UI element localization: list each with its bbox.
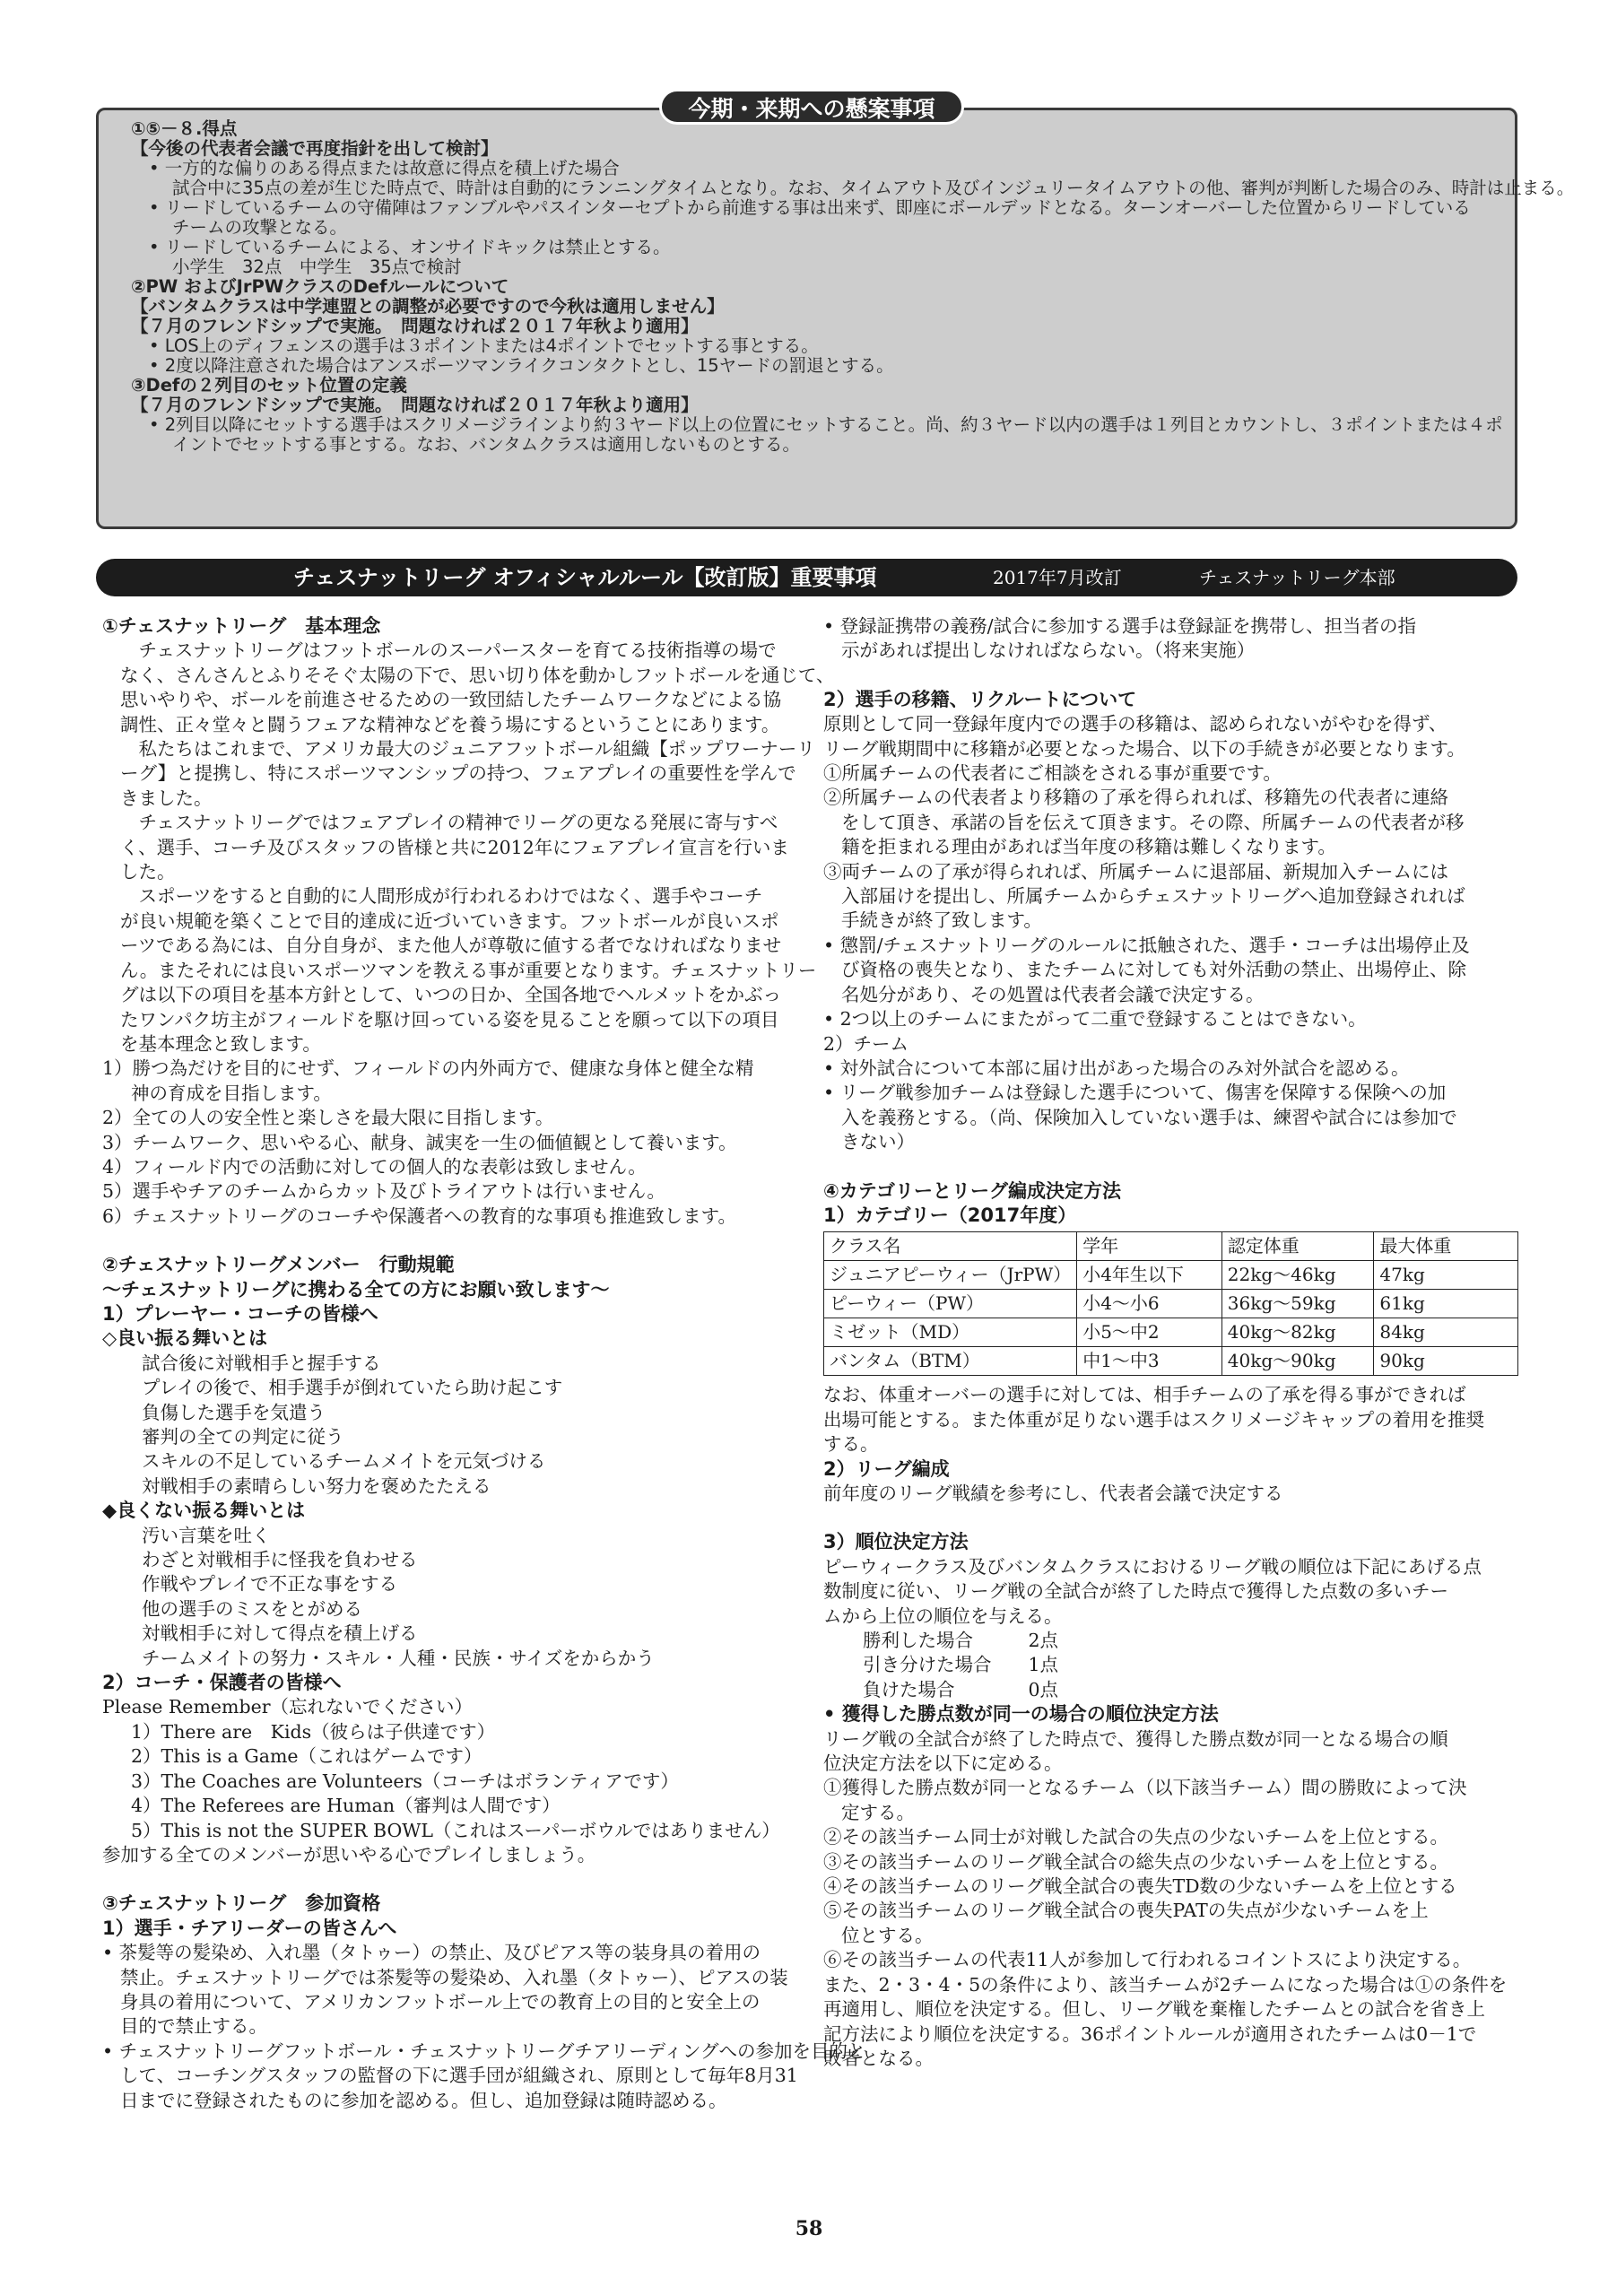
table-cell: 40kg～90kg [1221,1347,1374,1376]
text-line: 位決定方法を以下に定める。 [823,1752,1063,1775]
text-line: スキルの不足しているチームメイトを元気づける [142,1450,546,1473]
concerns-content [131,118,1575,455]
text-line: を基本理念と致します。 [120,1032,321,1055]
text-line: 名処分があり、その処置は代表者会議で決定する。 [841,983,1265,1005]
rules-title: チェスナットリーグ オフィシャルルール【改訂版】重要事項 [293,565,877,590]
text-line: 引き分けた場合 1点 [863,1654,1059,1676]
table-cell: 47kg [1374,1261,1518,1290]
table-header-row [824,1232,1518,1261]
table-cell: バンタム（BTM） [824,1347,1077,1376]
table-cell: ミゼット（MD） [824,1318,1077,1347]
concerns-box [96,108,1575,529]
category-table [823,1231,1518,1376]
text-line: 日までに登録されたものに参加を認める。但し、追加登録は随時認める。 [120,2089,727,2111]
text-line: ④カテゴリーとリーグ編成決定方法 [823,1179,1121,1202]
concern-line: • リードしているチームによる、オンサイドキックは禁止とする。 [149,237,671,257]
revision-date: 2017年7月改訂 [993,567,1122,588]
concern-line: • 2列目以降にセットする選手はスクリメージラインより約３ヤード以上の位置にセットすること。尚、約３ヤード以内の選手は１列目とカウントし、３ポイントまたは４ポ [149,414,1503,435]
text-line: 4）フィールド内での活動に対しての個人的な表彰は致しません。 [102,1155,647,1178]
table-cell: 40kg～82kg [1221,1318,1374,1347]
text-line: チームメイトの努力・スキル・人種・民族・サイズをからかう [142,1647,655,1669]
text-line: 1）There are Kids（彼らは子供達です） [131,1720,496,1743]
text-line: 2）リーグ編成 [823,1457,950,1480]
text-line: 対戦相手の素晴らしい努力を褒めたたえる [142,1474,491,1497]
concern-line: 小学生 32点 中学生 35点で検討 [172,257,462,277]
table-cell: 学年 [1077,1232,1222,1261]
table-row [824,1347,1518,1376]
table-cell: 小4～小6 [1077,1290,1222,1318]
text-line: 4）The Referees are Human（審判は人間です） [131,1795,561,1817]
text-line: する。 [823,1433,879,1456]
table-row [824,1261,1518,1290]
text-line [102,1867,811,1892]
text-line: 禁止。チェスナットリーグでは茶髪等の髪染め、入れ墨（タトゥー）、ピアスの装 [120,1966,788,1988]
text-line: なく、さんさんとふりそそぐ太陽の下で、思い切り体を動かしフットボールを通じて、 [120,664,835,686]
table-cell: ピーウィー（PW） [824,1290,1077,1318]
text-line: ①獲得した勝点数が同一となるチーム（以下該当チーム）間の勝敗によって決 [823,1777,1467,1799]
league-headquarters: チェスナットリーグ本部 [1199,567,1395,588]
text-line: 籍を拒まれる理由があれば当年度の移籍は難しくなります。 [841,836,1336,858]
text-line: 目的で禁止する。 [120,2015,267,2038]
text-line: 3）The Coaches are Volunteers（コーチはボランティアです） [131,1770,679,1792]
text-line: • 茶髪等の髪染め、入れ墨（タトゥー）の禁止、及びピアス等の装身具の着用の [102,1942,761,1964]
text-line: 出場可能とする。また体重が足りない選手はスクリメージキャップの着用を推奨 [823,1408,1485,1431]
text-line: ③その該当チームのリーグ戦全試合の総失点の少ないチームを上位とする。 [823,1850,1448,1873]
text-line: • 登録証携帯の義務/試合に参加する選手は登録証を携帯し、担当者の指 [823,615,1417,637]
text-line: 原則として同一登録年度内での選手の移籍は、認められないがやむを得ず、 [823,713,1447,735]
text-line: • 2つ以上のチームにまたがって二重で登録することはできない。 [823,1008,1367,1031]
text-line: ⑤その該当チームのリーグ戦全試合の喪失PATの失点が少ないチームを上 [823,1900,1429,1922]
text-line: 他の選手のミスをとがめる [142,1597,362,1620]
concern-line: ③Defの２列目のセット位置の定義 [131,375,407,396]
text-line: 負傷した選手を気遣う [142,1401,326,1423]
text-line: ②その該当チーム同士が対戦した試合の失点の少ないチームを上位とする。 [823,1826,1448,1848]
page-number: 58 [795,2217,823,2240]
right-column-text-top [823,614,1518,1228]
text-line: 入部届けを提出し、所属チームからチェスナットリーグへ追加登録されれば [841,885,1465,908]
text-line: また、2・3・4・5の条件により、該当チームが2チームになった場合は①の条件を [823,1973,1508,1996]
text-line: 調性、正々堂々と闘うフェアな精神などを養う場にするということにあります。 [120,713,780,735]
text-line: 定する。 [841,1801,915,1823]
table-cell: 36kg～59kg [1221,1290,1374,1318]
text-line: チェスナットリーグはフットボールのスーパースターを育てる技術指導の場で [120,639,777,662]
text-line: ムから上位の順位を与える。 [823,1605,1063,1627]
text-line: わざと対戦相手に怪我を負わせる [142,1549,418,1571]
right-column-text-bottom [823,1383,1518,2071]
text-line: 数制度に従い、リーグ戦の全試合が終了した時点で獲得した点数の多いチー [823,1580,1448,1603]
text-line: 6）チェスナットリーグのコーチや保護者への教育的な事項も推進致します。 [102,1205,736,1227]
concern-line: 【今後の代表者会議で再度指針を出して検討】 [131,138,499,159]
text-line: 試合後に対戦相手と握手する [142,1352,381,1374]
concern-line: • LOS上のディフェンスの選手は３ポイントまたは4ポイントでセットする事とする。 [149,335,819,356]
table-row [824,1318,1518,1347]
concerns-title: 今期・来期への懸案事項 [659,89,964,125]
text-line: をして頂き、承諾の旨を伝えて頂きます。その際、所属チームの代表者が移 [841,811,1465,833]
text-line: して、コーチングスタッフの監督の下に選手団が組織され、原則として毎年8月31 [120,2065,798,2087]
text-line: 敗者となる。 [823,2047,934,2069]
text-line: 神の育成を目指します。 [131,1082,332,1104]
table-cell: クラス名 [824,1232,1077,1261]
text-line: 手続きが終了致します。 [841,909,1042,932]
text-line: 位とする。 [841,1924,934,1946]
text-line: 5）選手やチアのチームからカット及びトライアウトは行いません。 [102,1180,665,1203]
text-line: 2）This is a Game（これはゲームです） [131,1745,482,1768]
text-line: 1）カテゴリー（2017年度） [823,1204,1077,1226]
text-line: ③両チームの了承が得られれば、所属チームに退部届、新規加入チームには [823,860,1448,883]
text-line [823,1506,1518,1530]
text-line: 参加する全てのメンバーが思いやる心でプレイしましょう。 [102,1843,596,1866]
text-line: 3）順位決定方法 [823,1531,969,1553]
table-cell: 84kg [1374,1318,1518,1347]
text-line: ◆良くない振る舞いとは [102,1500,306,1522]
right-column [823,614,1518,2071]
concern-line: • リードしているチームの守備陣はファンブルやパスインターセプトから前進する事は出来ず、即座にボールデッドとなる。ターンオーバーした位置からリードしている [149,197,1471,218]
text-line: なお、体重オーバーの選手に対しては、相手チームの了承を得る事ができれば [823,1384,1466,1406]
table-row [824,1290,1518,1318]
text-line: 2）チーム [823,1032,909,1055]
text-line: 前年度のリーグ戦績を参考にし、代表者会議で決定する [823,1482,1283,1504]
concern-line: ②PW およびJrPWクラスのDefルールについて [131,276,509,297]
table-cell: 22kg～46kg [1221,1261,1374,1290]
text-line: 再適用し、順位を決定する。但し、リーグ戦を棄権したチームとの試合を省き上 [823,1998,1485,2021]
table-cell: 最大体重 [1374,1232,1518,1261]
text-line: く、選手、コーチ及びスタッフの皆様と共に2012年にフェアプレイ宣言を行いま [120,836,789,858]
text-line: チェスナットリーグではフェアプレイの精神でリーグの更なる発展に寄与すべ [120,812,778,834]
text-line: きない） [841,1131,915,1153]
text-line: Please Remember（忘れないでください） [102,1696,474,1718]
text-line: • 獲得した勝点数が同一の場合の順位決定方法 [823,1703,1219,1726]
text-line: ⑥その該当チームの代表11人が参加して行われるコイントスにより決定する。 [823,1949,1472,1971]
text-line: ん。またそれには良いスポーツマンを教える事が重要となります。チェスナットリー [120,959,817,981]
text-line: ①チェスナットリーグ 基本理念 [102,615,381,637]
text-line: 勝利した場合 2点 [863,1630,1059,1651]
table-cell: 認定体重 [1221,1232,1374,1261]
text-line: 入を義務とする。（尚、保険加入していない選手は、練習や試合には参加で [841,1106,1457,1128]
text-line: 1）選手・チアリーダーの皆さんへ [102,1917,397,1939]
text-line: 私たちはこれまで、アメリカ最大のジュニアフットボール組織【ポップワーナーリ [120,738,815,761]
text-line: リーグ戦期間中に移籍が必要となった場合、以下の手続きが必要となります。 [823,737,1465,760]
text-line: きました。 [120,787,213,809]
concern-line: 【７月のフレンドシップで実施。 問題なければ２０１７年秋より適用】 [131,316,699,336]
concern-line: 【バンタムクラスは中学連盟との調整が必要ですので今秋は適用しません】 [131,296,725,317]
text-line: 審判の全ての判定に従う [142,1426,344,1448]
concern-line: • 一方的な偏りのある得点または故意に得点を積上げた場合 [149,158,620,178]
text-line: 身具の着用について、アメリカンフットボール上での教育上の目的と安全上の [120,1990,761,2013]
concern-line: ①⑤－８.得点 [131,118,238,139]
text-line: 1）勝つ為だけを目的にせず、フィールドの内外両方で、健康な身体と健全な精 [102,1057,754,1080]
text-line: • チェスナットリーグフットボール・チェスナットリーグチアリーディングへの参加を目的と [102,2039,866,2062]
table-cell: 90kg [1374,1347,1518,1376]
concern-line: • 2度以降注意された場合はアンスポーツマンライクコンタクトとし、15ヤードの罰退とする。 [149,355,894,376]
text-line: ーツである為には、自分自身が、また他人が尊敬に値する者でなければなりませ [120,935,782,957]
text-line: 示があれば提出しなければならない。（将来実施） [841,639,1256,662]
text-line: 2）全ての人の安全性と楽しさを最大限に目指します。 [102,1107,554,1129]
concern-line: チームの攻撃となる。 [172,217,348,238]
text-line: • 対外試合について本部に届け出があった場合のみ対外試合を認める。 [823,1057,1410,1079]
text-line: 2）コーチ・保護者の皆様へ [102,1672,342,1694]
text-line: スポーツをすると自動的に人間形成が行われるわけではなく、選手やコーチ [120,885,763,908]
text-line: 作戦やプレイで不正な事をする [142,1573,398,1596]
text-line: した。 [120,861,176,883]
text-line: ④その該当チームのリーグ戦全試合の喪失TD数の少ないチームを上位とする [823,1875,1457,1898]
text-line: 1）プレーヤー・コーチの皆様へ [102,1302,378,1325]
text-line: グは以下の項目を基本方針として、いつの日か、全国各地でヘルメットをかぶっ [120,984,781,1006]
text-line: • 懲罰/チェスナットリーグのルールに抵触された、選手・コーチは出場停止及 [823,934,1470,956]
text-line: プレイの後で、相手選手が倒れていたら助け起こす [142,1377,563,1399]
text-line: ③チェスナットリーグ 参加資格 [102,1892,381,1915]
text-line: ②チェスナットリーグメンバー 行動規範 [102,1254,455,1276]
text-line: 思いやりや、ボールを前進させるための一致団結したチームワークなどによる協 [120,689,782,711]
concern-line: イントでセットする事とする。なお、バンタムクラスは適用しないものとする。 [172,434,801,455]
text-line: ピーウィークラス及びバンタムクラスにおけるリーグ戦の順位は下記にあげる点 [823,1555,1482,1578]
concern-line: 試合中に35点の差が生じた時点で、時計は自動的にランニングタイムとなり。なお、タイムアウト及びインジュリータイムアウトの他、審判が判断した場合のみ、時計は止まる。 [172,178,1575,198]
text-line: 負けた場合 0点 [863,1678,1059,1700]
text-line: ②所属チームの代表者より移籍の了承を得られれば、移籍先の代表者に連絡 [823,787,1448,809]
table-cell: 中1～中3 [1077,1347,1222,1376]
rules-header-bar [96,559,1517,596]
text-line: 記方法により順位を決定する。36ポイントルールが適用されたチームは0－1で [823,2022,1477,2045]
text-line [823,664,1518,688]
table-cell: 61kg [1374,1290,1518,1318]
table-cell: ジュニアピーウィー（JrPW） [824,1261,1077,1290]
text-line: び資格の喪失となり、またチームに対しても対外活動の禁止、出場停止、除 [841,959,1466,981]
text-line: 3）チームワーク、思いやる心、献身、誠実を一生の価値観として養います。 [102,1131,737,1153]
text-line: • リーグ戦参加チームは登録した選手について、傷害を保障する保険への加 [823,1082,1447,1104]
table-cell: 小5～中2 [1077,1318,1222,1347]
concern-line: 【７月のフレンドシップで実施。 問題なければ２０１７年秋より適用】 [131,395,699,415]
text-line: ーグ】と提携し、特にスポーツマンシップの持つ、フェアプレイの重要性を学んで [120,762,796,785]
text-line: たワンパク坊主がフィールドを駆け回っている姿を見ることを願って以下の項目 [120,1008,779,1031]
text-line: 汚い言葉を吐く [142,1524,271,1546]
text-line [823,1155,1518,1179]
text-line: ～チェスナットリーグに携わる全ての方にお願い致します～ [102,1278,610,1300]
text-line [102,1229,811,1253]
text-line: 対戦相手に対して得点を積上げる [142,1622,418,1645]
text-line: 2）選手の移籍、リクルートについて [823,688,1137,710]
text-line: 5）This is not the SUPER BOWL（これはスーパーボウルではありません） [131,1819,780,1841]
text-line: ◇良い振る舞いとは [102,1327,268,1350]
text-line: リーグ戦の全試合が終了した時点で、獲得した勝点数が同一となる場合の順 [823,1727,1448,1750]
text-line: が良い規範を築くことで目的達成に近づいていきます。フットボールが良いスポ [120,909,779,932]
text-line: ①所属チームの代表者にご相談をされる事が重要です。 [823,762,1282,785]
table-cell: 小4年生以下 [1077,1261,1222,1290]
